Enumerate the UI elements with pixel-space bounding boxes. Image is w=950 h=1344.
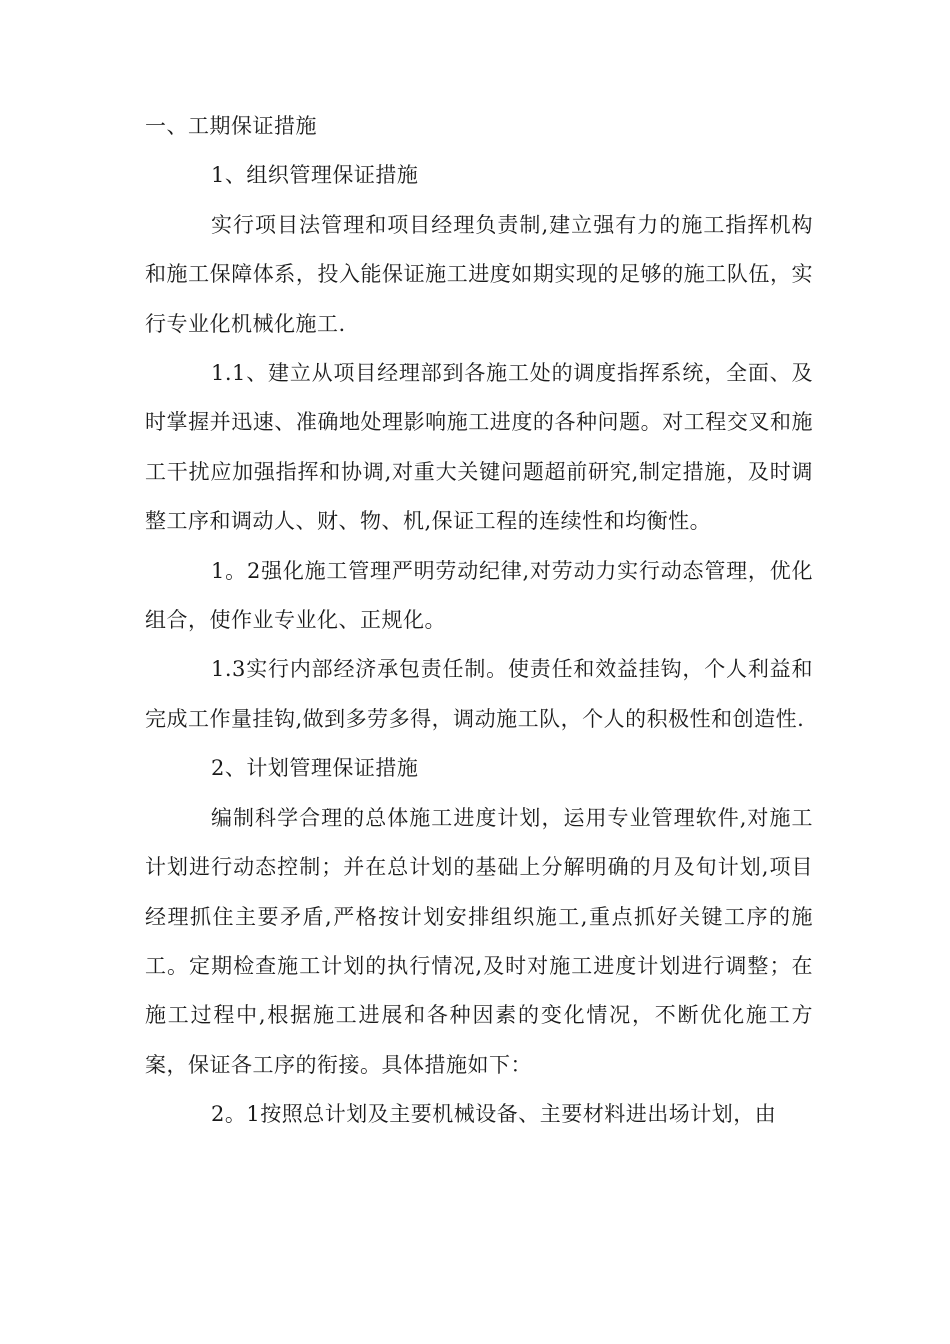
- paragraph-schedule-plan: 编制科学合理的总体施工进度计划，运用专业管理软件,对施工计划进行动态控制；并在总计划的基础上分解明确的月及旬计划,项目经理抓住主要矛盾,严格按计划安排组织施工,重点抓好关键工序的施工。定期检查施工计划的执行情况,及时对施工进度计划进行调整；在施工过程中,根据施工进展和各种因素的变化情况，不断优化施工方案，保证各工序的衔接。具体措施如下：: [145, 805, 813, 1077]
- section-heading-schedule-guarantee: 一、工期保证措施: [145, 114, 317, 138]
- paragraph-item-1-2: 1。2强化施工管理严明劳动纪律,对劳动力实行动态管理，优化组合，使作业专业化、正规化。: [145, 558, 813, 633]
- paragraph-item-1-1: 1.1、建立从项目经理部到各施工处的调度指挥系统，全面、及时掌握并迅速、准确地处理影响施工进度的各种问题。对工程交叉和施工干扰应加强指挥和协调,对重大关键问题超前研究,制定措施，及时调整工序和调动人、财、物、机,保证工程的连续性和均衡性。: [145, 361, 813, 534]
- subheading-plan-management: 2、计划管理保证措施: [211, 756, 419, 781]
- subheading-organization-management: 1、组织管理保证措施: [211, 163, 419, 188]
- document-body: [145, 102, 813, 1140]
- paragraph-item-2-1: 2。1按照总计划及主要机械设备、主要材料进出场计划，由: [211, 1102, 777, 1127]
- paragraph-item-1-3: 1.3实行内部经济承包责任制。使责任和效益挂钩，个人利益和完成工作量挂钩,做到多劳多得，调动施工队，个人的积极性和创造性.: [145, 657, 813, 731]
- paragraph-project-management-system: 实行项目法管理和项目经理负责制,建立强有力的施工指挥机构和施工保障体系，投入能保证施工进度如期实现的足够的施工队伍，实行专业化机械化施工.: [145, 212, 813, 336]
